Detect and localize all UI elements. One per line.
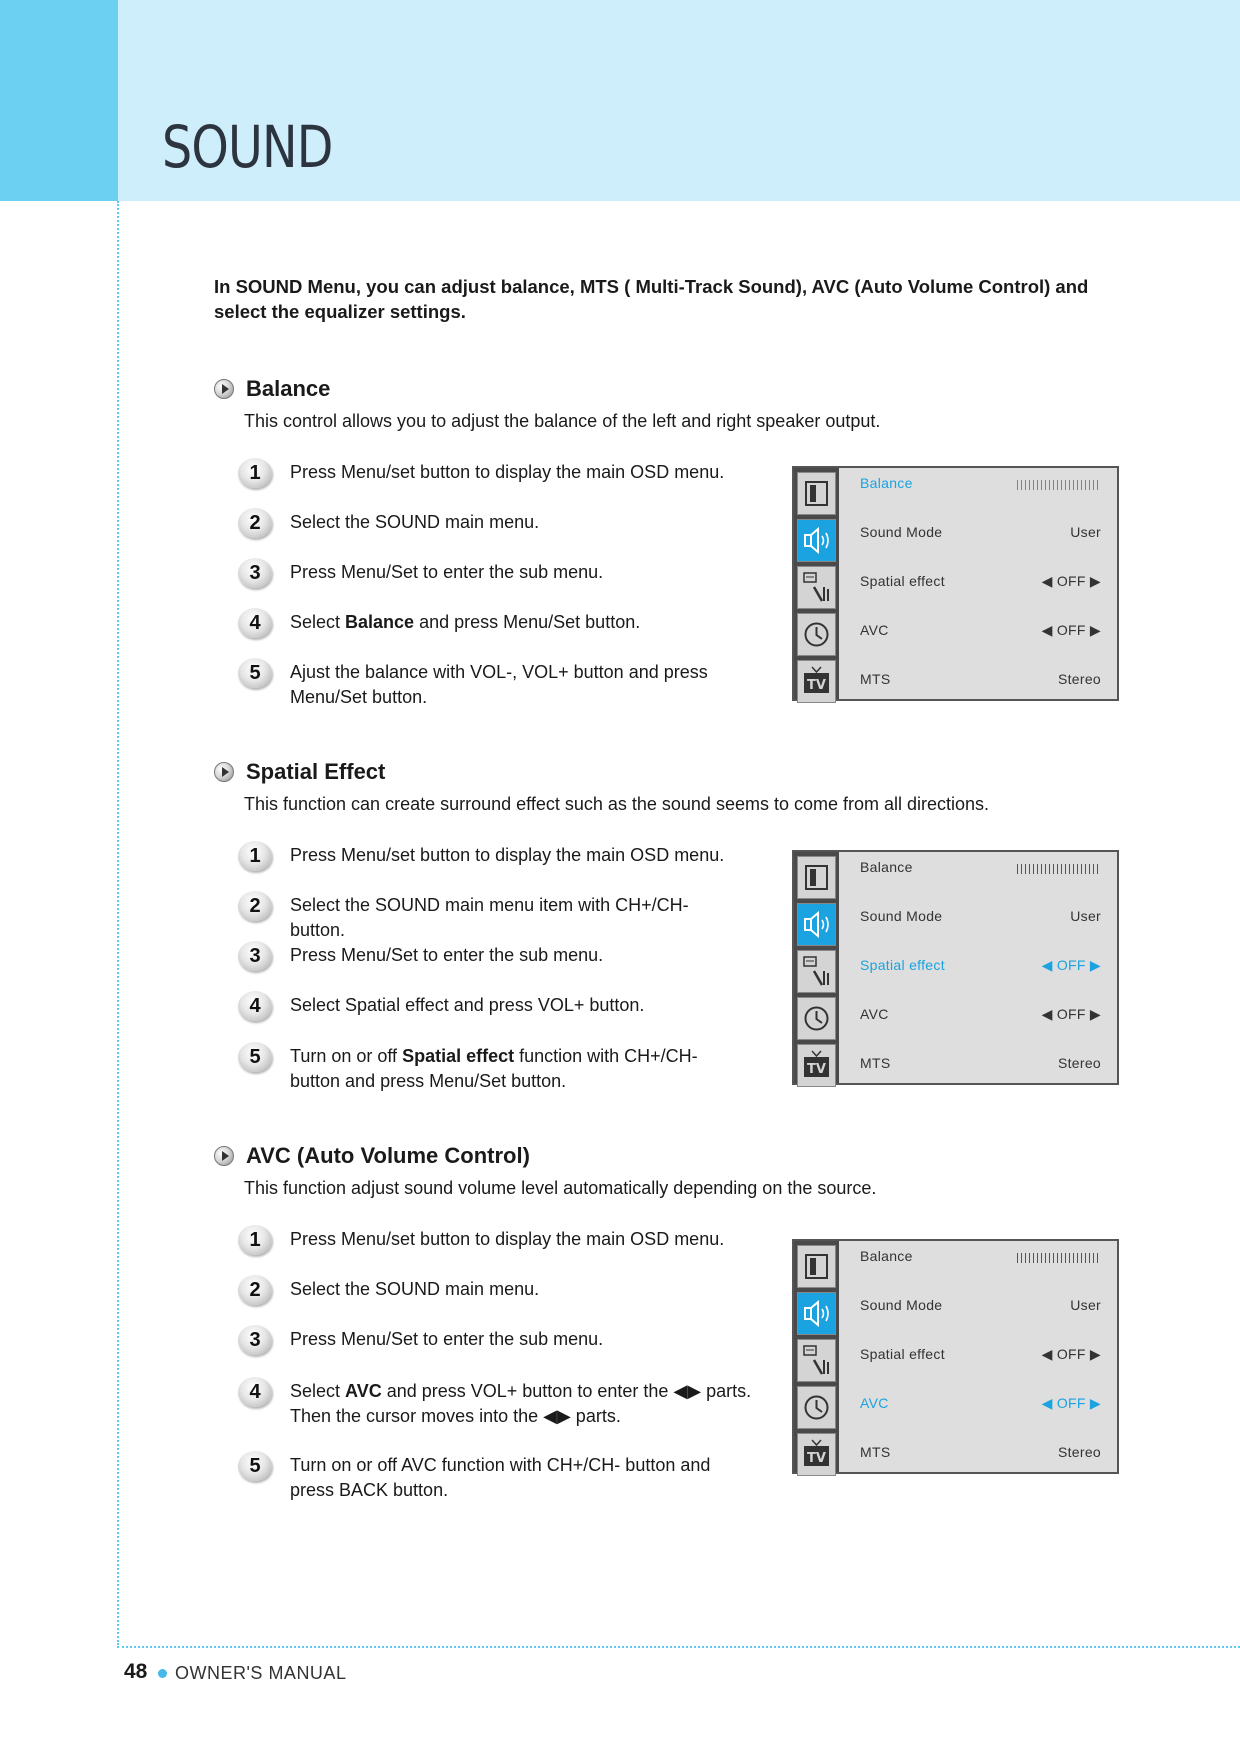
svg-text:TV: TV [807, 1062, 826, 1077]
page-number: 48 [124, 1660, 148, 1683]
step-text [290, 510, 730, 535]
page-title: SOUND [162, 113, 333, 181]
time-icon [797, 613, 836, 656]
step-text-part: Select Spatial effect and press VOL+ button. [290, 995, 645, 1015]
osd-row-label: Balance [860, 859, 913, 875]
step-text [290, 1227, 730, 1252]
step-number-badge: 4 [238, 991, 272, 1021]
step-text-part: Select the SOUND main menu. [290, 1279, 540, 1299]
osd-icon-column [794, 1241, 839, 1472]
step-text-part: Ajust the balance with VOL-, VOL+ button and press Menu/Set button. [290, 662, 708, 707]
balance-slider [1017, 864, 1101, 874]
step-number-badge: 3 [238, 1325, 272, 1355]
osd-row-value: Stereo [1057, 671, 1101, 687]
step-text [290, 993, 730, 1018]
step-text [290, 460, 730, 485]
header-tab [0, 0, 118, 201]
osd-row [860, 573, 1101, 593]
osd-row [860, 1248, 1101, 1268]
step-text-part: Select [290, 612, 346, 632]
step-number-badge: 2 [238, 891, 272, 921]
osd-row-value: User [1070, 1297, 1101, 1313]
osd-row [860, 1006, 1101, 1026]
step-text [290, 1327, 730, 1352]
step-text [290, 1379, 790, 1429]
sound-icon [797, 1292, 836, 1335]
footer-label: OWNER'S MANUAL [175, 1663, 347, 1683]
picture-icon [797, 472, 836, 515]
osd-row-label: Sound Mode [860, 524, 943, 540]
osd-row-label: Sound Mode [860, 908, 943, 924]
osd-row-value: ◀ OFF ▶ [1041, 1006, 1101, 1022]
step-text [290, 1453, 730, 1503]
osd-row [860, 908, 1101, 928]
osd-row-value: ◀ OFF ▶ [1041, 1395, 1101, 1411]
step-number-badge: 3 [238, 558, 272, 588]
step-text-part: Select [290, 1381, 346, 1401]
osd-row-label: MTS [860, 1444, 891, 1460]
step-text-part: Press Menu/Set to enter the sub menu. [290, 562, 604, 582]
tv-icon [797, 660, 836, 703]
osd-row-value: ◀ OFF ▶ [1041, 1346, 1101, 1362]
section-title: Spatial Effect [246, 759, 386, 784]
section-heading [214, 1143, 530, 1169]
step-text-part: Press Menu/set button to display the main OSD menu. [290, 1229, 725, 1249]
footer-bullet-icon [158, 1669, 167, 1678]
step-number-badge: 5 [238, 1451, 272, 1481]
step-number-badge: 2 [238, 1275, 272, 1305]
picture-icon [797, 1245, 836, 1288]
setup-icon [797, 566, 836, 609]
step-text-emphasis: AVC [345, 1381, 382, 1401]
osd-row-value: User [1070, 524, 1101, 540]
step-number-badge: 4 [238, 608, 272, 638]
osd-row [860, 1297, 1101, 1317]
step-number-badge: 1 [238, 1225, 272, 1255]
osd-menu-screenshot [792, 1239, 1119, 1474]
section-bullet-icon [214, 762, 234, 782]
osd-row [860, 475, 1101, 495]
osd-row-label: AVC [860, 622, 889, 638]
step-text [290, 1044, 730, 1094]
step-number-badge: 3 [238, 941, 272, 971]
step-number-badge: 5 [238, 658, 272, 688]
step-text-part: Press Menu/set button to display the main OSD menu. [290, 845, 725, 865]
step-text-part: function with CH+/CH- button and press Menu/Set button. [290, 1046, 698, 1091]
setup-icon [797, 1339, 836, 1382]
step-number-badge: 1 [238, 841, 272, 871]
osd-row-label: Balance [860, 1248, 913, 1264]
osd-row [860, 671, 1101, 691]
section-bullet-icon [214, 379, 234, 399]
step-text-part: and press VOL+ button to enter the ◀▶ parts. Then the cursor moves into the ◀▶ parts. [290, 1381, 752, 1426]
section-description: This function can create surround effect such as the sound seems to come from all directions. [244, 794, 990, 814]
osd-row-label: Spatial effect [860, 1346, 945, 1362]
sound-icon [797, 519, 836, 562]
step-text-part: Turn on or off AVC function with CH+/CH- button and press BACK button. [290, 1455, 711, 1500]
osd-icon-column [794, 468, 839, 699]
osd-row-label: MTS [860, 671, 891, 687]
svg-text:TV: TV [807, 1451, 826, 1466]
section-heading [214, 376, 330, 402]
section-title: Balance [246, 376, 331, 401]
step-text [290, 843, 730, 868]
osd-row-label: MTS [860, 1055, 891, 1071]
section-description: This function adjust sound volume level automatically depending on the source. [244, 1178, 877, 1198]
step-number-badge: 5 [238, 1042, 272, 1072]
step-text-part: Select the SOUND main menu item with CH+/CH- button. [290, 895, 689, 940]
step-text-emphasis: Balance [345, 612, 415, 632]
osd-row-label: Balance [860, 475, 913, 491]
osd-menu-screenshot [792, 850, 1119, 1085]
balance-slider [1017, 480, 1101, 490]
time-icon [797, 1386, 836, 1429]
osd-row-value: ◀ OFF ▶ [1041, 957, 1101, 973]
osd-row-label: Sound Mode [860, 1297, 943, 1313]
osd-row-label: Spatial effect [860, 957, 945, 973]
step-text-part: and press Menu/Set button. [414, 612, 641, 632]
step-text-part: Select the SOUND main menu. [290, 512, 540, 532]
step-text-emphasis: Spatial effect [402, 1046, 515, 1066]
osd-row-value: ◀ OFF ▶ [1041, 573, 1101, 589]
step-text [290, 660, 730, 710]
svg-text:TV: TV [807, 678, 826, 693]
step-number-badge: 2 [238, 508, 272, 538]
osd-icon-column [794, 852, 839, 1083]
section-bullet-icon [214, 1146, 234, 1166]
step-text [290, 893, 730, 943]
osd-row-value: ◀ OFF ▶ [1041, 622, 1101, 638]
osd-row-value: User [1070, 908, 1101, 924]
setup-icon [797, 950, 836, 993]
tv-icon [797, 1433, 836, 1476]
osd-menu-screenshot [792, 466, 1119, 701]
osd-row [860, 957, 1101, 977]
osd-row-value: Stereo [1057, 1055, 1101, 1071]
step-text-part: Turn on or off [290, 1046, 403, 1066]
step-text-part: Press Menu/Set to enter the sub menu. [290, 945, 604, 965]
osd-row [860, 1444, 1101, 1464]
step-text [290, 560, 730, 585]
step-text [290, 1277, 730, 1302]
section-title: AVC (Auto Volume Control) [246, 1143, 530, 1168]
step-text-part: Press Menu/Set to enter the sub menu. [290, 1329, 604, 1349]
step-text [290, 610, 730, 635]
left-dotted-rule [117, 201, 119, 1645]
step-text [290, 943, 730, 968]
step-text-part: Press Menu/set button to display the main OSD menu. [290, 462, 725, 482]
balance-slider [1017, 1253, 1101, 1263]
osd-row-label: AVC [860, 1006, 889, 1022]
step-number-badge: 1 [238, 458, 272, 488]
osd-row [860, 1395, 1101, 1415]
intro-text: In SOUND Menu, you can adjust balance, MTS ( Multi-Track Sound), AVC (Auto Volume Control) and select the equalizer settings. [214, 276, 1089, 322]
osd-row [860, 524, 1101, 544]
osd-row [860, 1055, 1101, 1075]
picture-icon [797, 856, 836, 899]
tv-icon [797, 1044, 836, 1087]
osd-row-value: Stereo [1057, 1444, 1101, 1460]
step-number-badge: 4 [238, 1377, 272, 1407]
osd-row-label: Spatial effect [860, 573, 945, 589]
section-heading [214, 759, 385, 785]
osd-row [860, 1346, 1101, 1366]
osd-row [860, 859, 1101, 879]
time-icon [797, 997, 836, 1040]
section-description: This control allows you to adjust the balance of the left and right speaker output. [244, 411, 881, 431]
osd-row-label: AVC [860, 1395, 889, 1411]
bottom-dotted-rule [117, 1646, 1240, 1648]
osd-row [860, 622, 1101, 642]
sound-icon [797, 903, 836, 946]
